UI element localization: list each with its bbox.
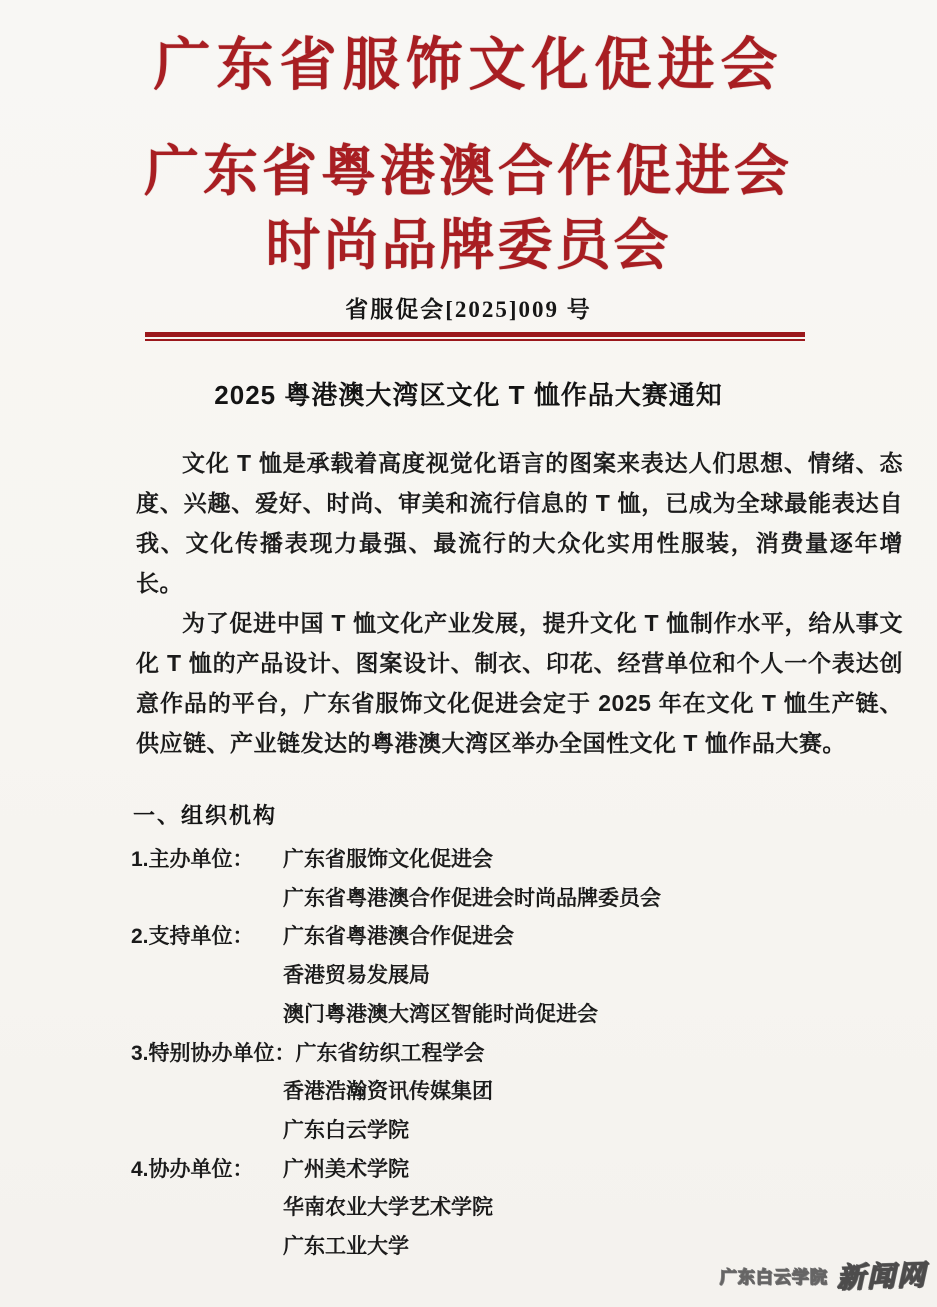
org-value: 广东工业大学 <box>283 1235 409 1259</box>
org-row <box>131 1189 903 1228</box>
org-label-spacer <box>131 1112 283 1151</box>
section-heading-organization: 一、组织机构 <box>133 803 278 828</box>
org-row <box>131 996 903 1035</box>
org-label-coorganizer: 4.协办单位： <box>131 1157 254 1181</box>
watermark-news-label: 新闻网 <box>836 1260 928 1295</box>
document-number: 省服促会[2025]009 号 <box>345 297 592 322</box>
org-row <box>131 1073 903 1112</box>
org-value: 广东省纺织工程学会 <box>295 1041 485 1065</box>
notice-title: 2025 粤港澳大湾区文化 T 恤作品大赛通知 <box>214 380 723 410</box>
org-label-spacer <box>131 1073 283 1112</box>
org-label-spacer <box>131 1228 283 1267</box>
paragraph-intro: 文化 T 恤是承载着高度视觉化语言的图案来表达人们思想、情绪、态度、兴趣、爱好、时尚、审美和流行信息的 T 恤，已成为全球最能表达自我、文化传播表现力最强、最流行的大众化实用性服装，消费量逐年增长。 <box>136 450 903 596</box>
paragraph-purpose: 为了促进中国 T 恤文化产业发展，提升文化 T 恤制作水平，给从事文化 T 恤的产品设计、图案设计、制衣、印花、经营单位和个人一个表达创意作品的平台，广东省服饰文化促进会定于 2025 年在文化 T 恤生产链、供应链、产业链发达的粤港澳大湾区举办全国性文化 T 恤作品大赛。 <box>136 610 903 756</box>
org-label-support: 2.支持单位： <box>131 925 254 949</box>
org-value: 广东白云学院 <box>283 1118 409 1142</box>
org-value: 香港贸易发展局 <box>283 964 430 988</box>
org-label-special-coorganizer: 3.特别协办单位： <box>131 1041 296 1065</box>
org-value: 广东省服饰文化促进会 <box>283 848 493 871</box>
watermark <box>720 1255 927 1295</box>
watermark-site-name: 广东白云学院 <box>719 1267 828 1287</box>
org-label-spacer <box>131 957 283 996</box>
org-row <box>131 841 903 880</box>
org-row <box>131 1035 903 1074</box>
body-text <box>136 443 903 763</box>
org-value: 广东省粤港澳合作促进会时尚品牌委员会 <box>283 886 661 910</box>
org-value: 广东省粤港澳合作促进会 <box>283 925 514 949</box>
org-row <box>131 918 903 957</box>
letterhead-line-2: 广东省粤港澳合作促进会 <box>143 141 793 202</box>
org-row <box>131 957 903 996</box>
red-divider-rule <box>145 332 805 341</box>
organization-list <box>131 841 903 1267</box>
letterhead-line-1: 广东省服饰文化促进会 <box>153 34 784 97</box>
org-label-host: 1.主办单位： <box>131 848 254 871</box>
org-value: 华南农业大学艺术学院 <box>283 1196 493 1220</box>
org-value: 香港浩瀚资讯传媒集团 <box>283 1080 493 1104</box>
org-label-spacer <box>131 996 283 1035</box>
org-value: 广州美术学院 <box>283 1157 409 1181</box>
org-label-spacer <box>131 1189 283 1228</box>
letterhead <box>0 0 937 278</box>
org-label-spacer <box>131 880 283 919</box>
org-row <box>131 1151 903 1190</box>
org-row <box>131 1112 903 1151</box>
letterhead-line-3: 时尚品牌委员会 <box>265 215 672 276</box>
org-row <box>131 880 903 919</box>
org-value: 澳门粤港澳大湾区智能时尚促进会 <box>283 1002 598 1026</box>
